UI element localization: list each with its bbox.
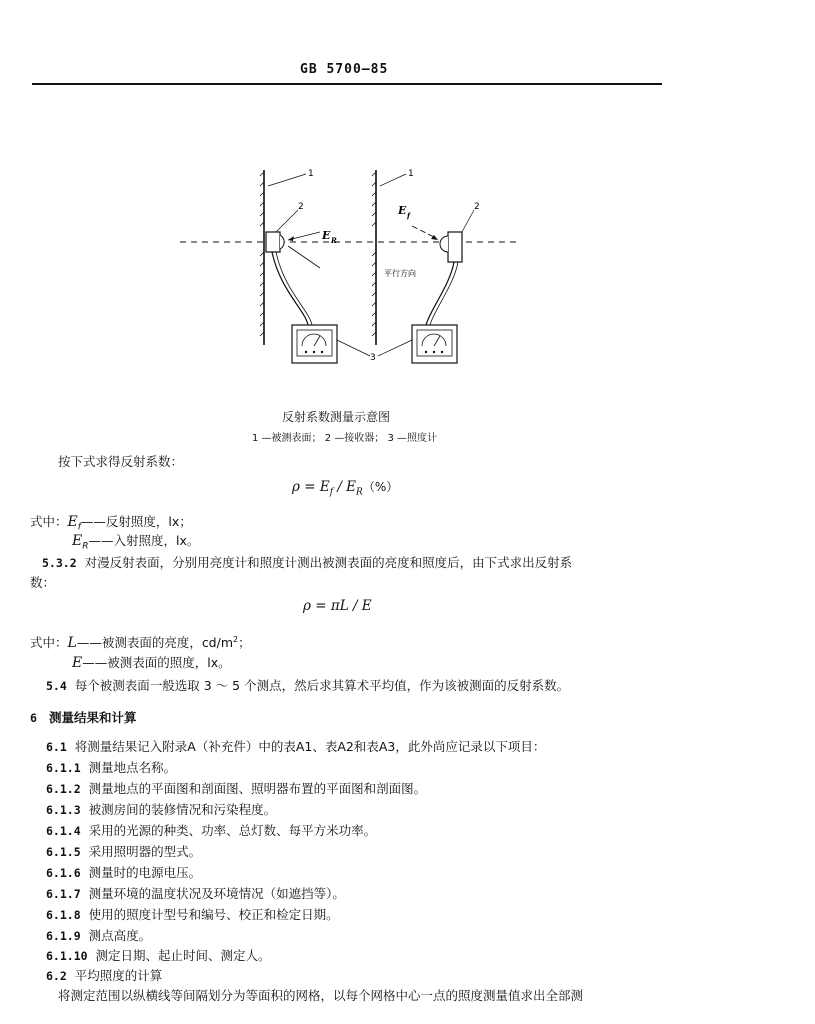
label-er-sub: R [331, 236, 337, 245]
formula-1: $\rho = E_f / E_R(\%)$ [292, 479, 399, 498]
item-6-1-6: 6.1.6 测量时的电源电压。 [46, 865, 202, 880]
section-5-3-2: 5.3.2 对漫反射表面，分别用亮度计和照度计测出被测表面的亮度和照度后，由下式求出反射系 [42, 555, 573, 570]
label-2-right: 2 [474, 202, 480, 212]
where-e: E——被测表面的照度，lx。 [72, 655, 231, 671]
section-6-heading: 6 测量结果和计算 [30, 710, 137, 725]
right-receiver-dome [440, 236, 448, 252]
right-cable-2 [430, 262, 458, 325]
label-ef-sub: f [407, 211, 411, 220]
item-6-1-2: 6.1.2 测量地点的平面图和剖面图、照明器布置的平面图和剖面图。 [46, 781, 427, 796]
section-5-3-2-cont: 数： [30, 575, 56, 590]
label-2-left: 2 [298, 202, 304, 212]
standard-header: GB 5700—85 [300, 62, 389, 77]
item-6-1-9: 6.1.9 测点高度。 [46, 928, 152, 943]
item-6-1-5: 6.1.5 采用照明器的型式。 [46, 844, 202, 859]
er-arrow-lower [288, 246, 320, 268]
section-6-1: 6.1 将测量结果记入附录A（补充件）中的表A1、表A2和表A3，此外尚应记录以下项目： [46, 739, 546, 754]
label-parallel-direction: 平行方向 [384, 269, 416, 278]
left-cable [272, 252, 308, 325]
item-6-1-1: 6.1.1 测量地点名称。 [46, 760, 177, 775]
section-6-2-text: 将测定范围以纵横线等间隔划分为等面积的网格，以每个网格中心一点的照度测量值求出全部测 [58, 988, 584, 1003]
section-5-4: 5.4 每个被测表面一般选取 3 ～ 5 个测点，然后求其算术平均值，作为该被测面的反射系数。 [46, 678, 570, 693]
header-rule [32, 83, 662, 85]
label-ef: E [398, 204, 407, 217]
left-cable-2 [276, 252, 312, 325]
formula-2: ρ = πL / E [303, 598, 372, 614]
item-6-1-4: 6.1.4 采用的光源的种类、功率、总灯数、每平方米功率。 [46, 823, 377, 838]
right-illuminance-meter [412, 325, 457, 363]
label-3: 3 [370, 353, 376, 363]
item-6-1-10: 6.1.10 测定日期、起止时间、测定人。 [46, 948, 271, 963]
left-receiver [266, 232, 280, 252]
where-er: $E_R——$入射照度，lx。 [72, 533, 200, 552]
where-l: 式中：L——被测表面的亮度，$cd/m^2$； [30, 634, 251, 651]
formula1-intro: 按下式求得反射系数： [58, 454, 184, 469]
item-6-1-3: 6.1.3 被测房间的装修情况和污染程度。 [46, 802, 277, 817]
item-6-1-7: 6.1.7 测量环境的温度状况及环境情况（如遮挡等）。 [46, 886, 345, 901]
figure-caption: 反射系数测量示意图 [282, 410, 391, 424]
label-1-left: 1 [308, 169, 314, 179]
ef-arrow [412, 226, 436, 238]
section-6-2: 6.2 平均照度的计算 [46, 968, 163, 983]
figure-legend: 1 —被测表面； 2 —接收器； 3 —照度计 [252, 433, 437, 444]
label-1-right: 1 [408, 169, 414, 179]
left-illuminance-meter [292, 325, 337, 363]
right-receiver [448, 232, 462, 262]
right-cable [426, 262, 454, 325]
label-er: E [322, 229, 331, 242]
where-ef: 式中：$E_f——$反射照度，lx； [30, 514, 192, 533]
reflection-measurement-diagram [180, 160, 520, 395]
left-receiver-dome [280, 235, 284, 249]
item-6-1-8: 6.1.8 使用的照度计型号和编号、校正和检定日期。 [46, 907, 339, 922]
